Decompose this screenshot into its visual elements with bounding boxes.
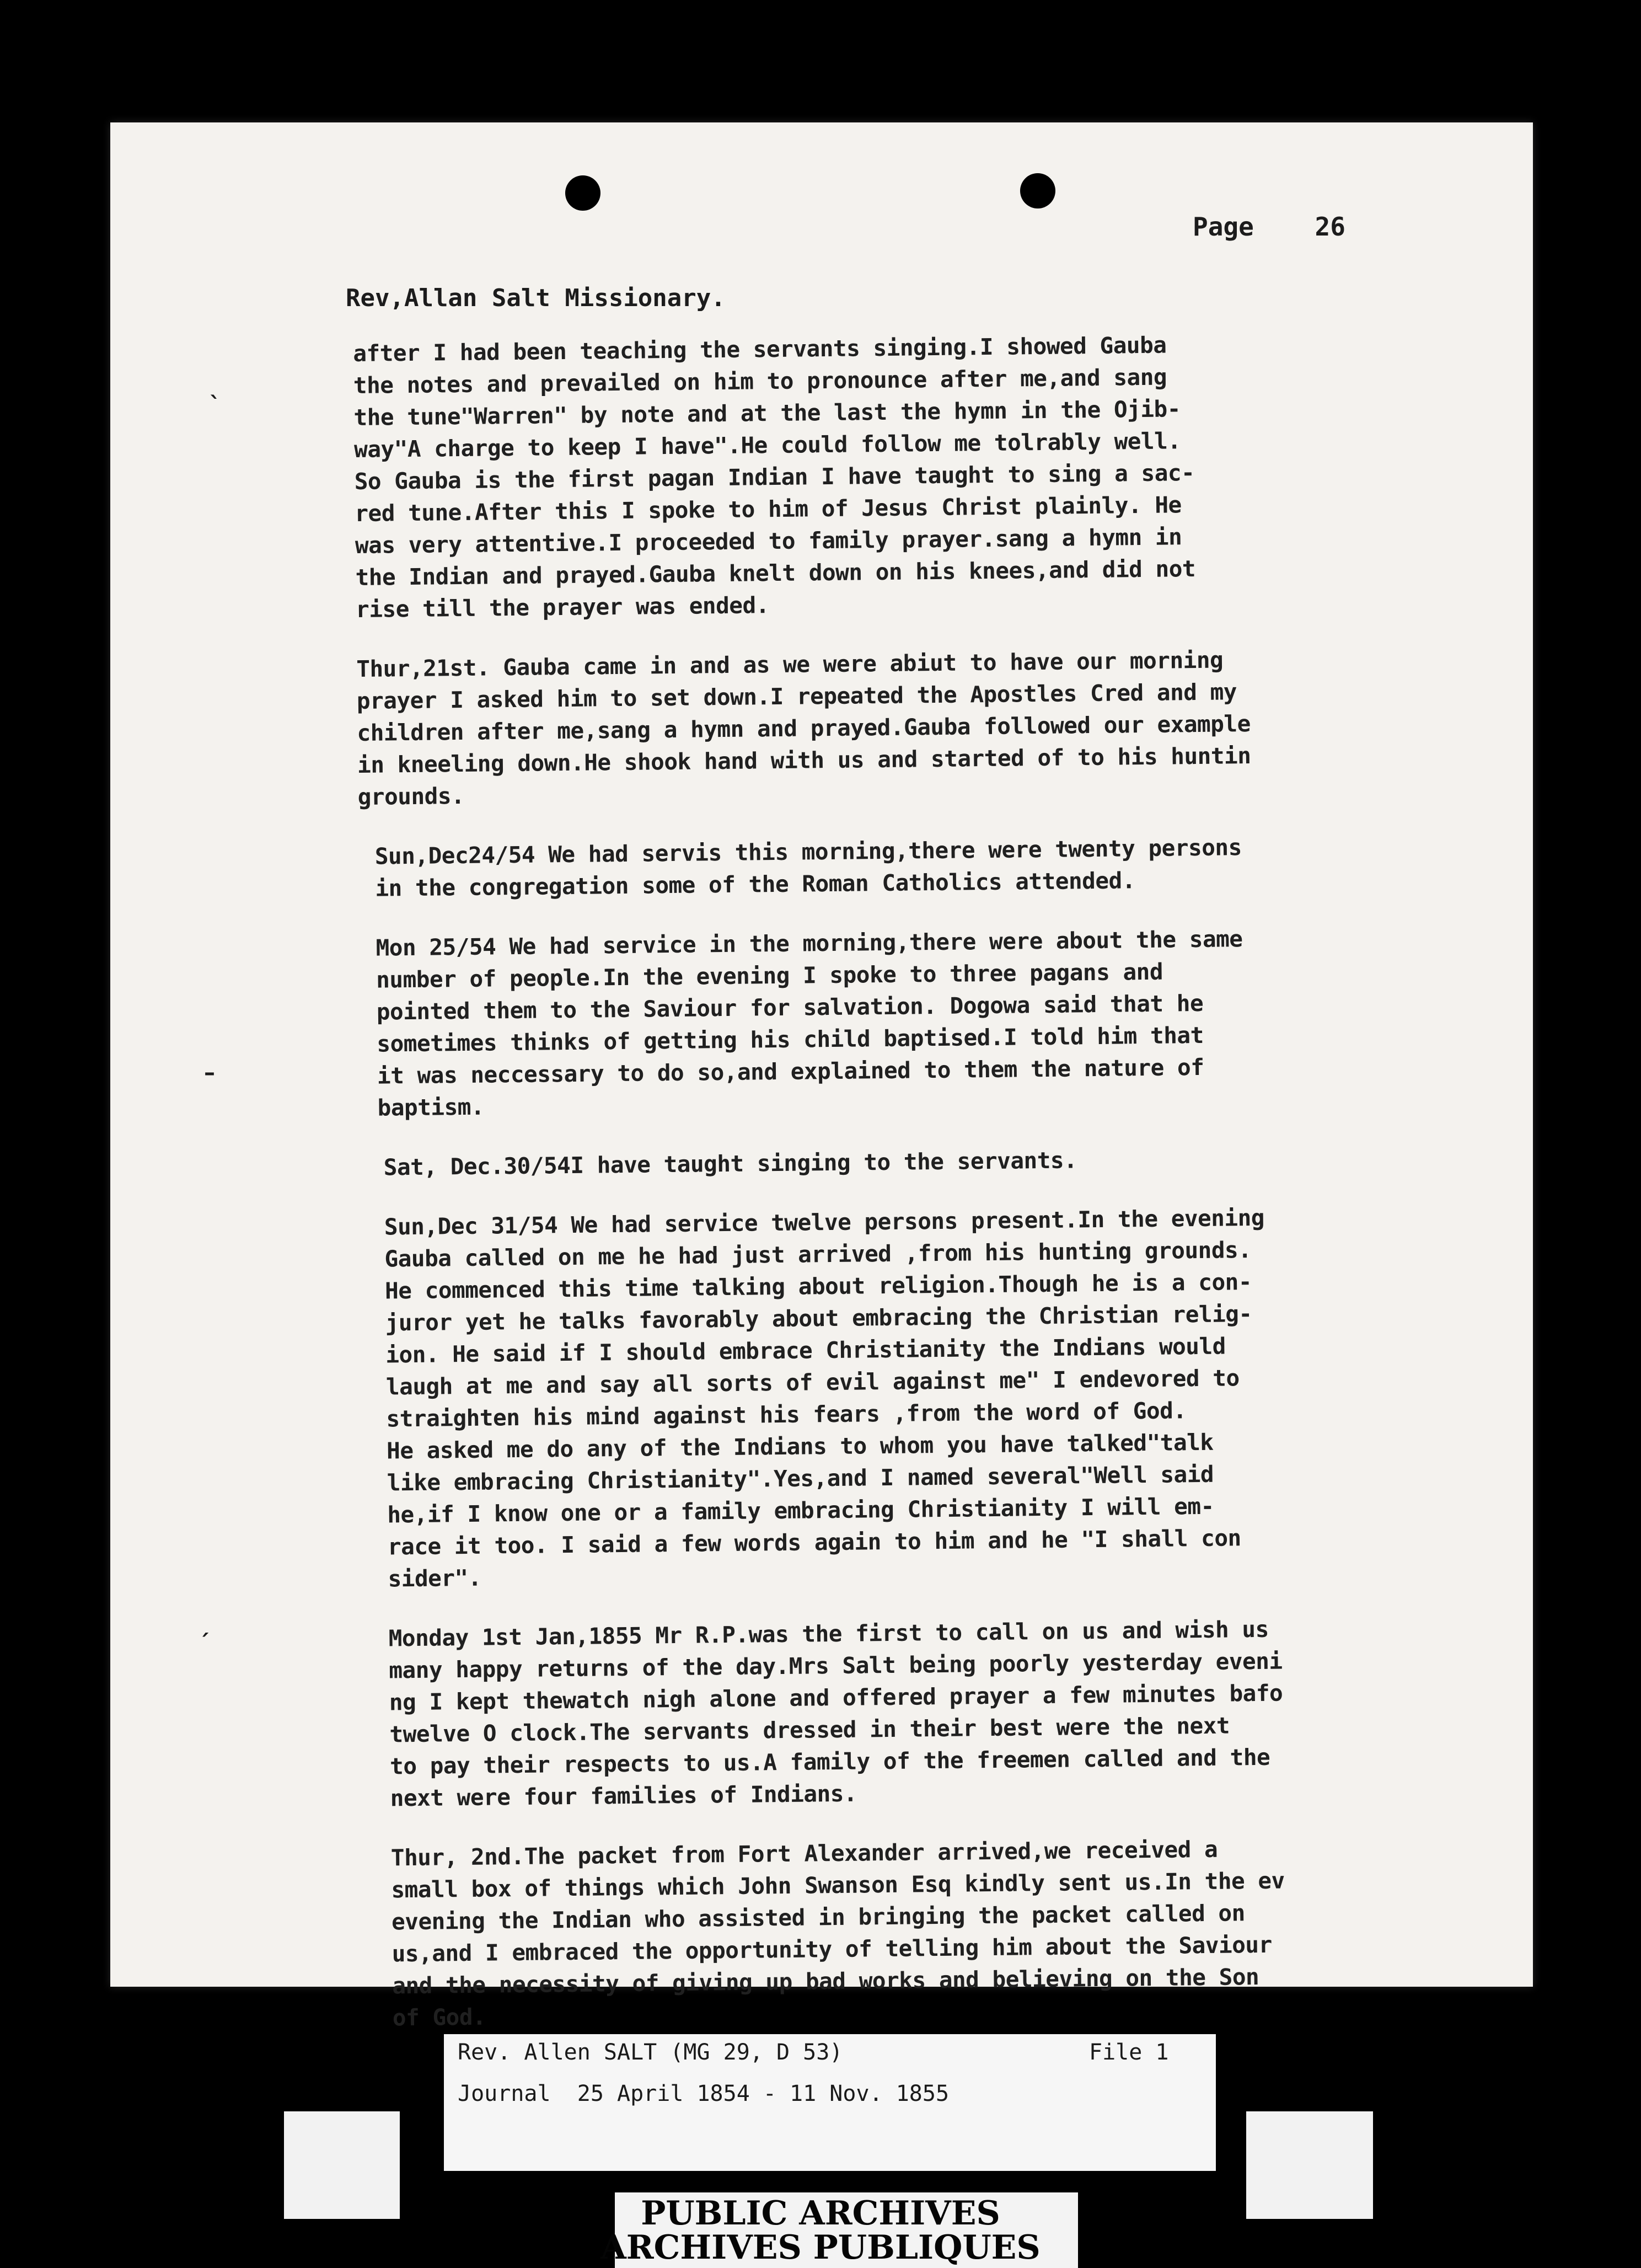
text-line: juror yet he talks favorably about embracing the Christian relig- <box>385 1301 1252 1336</box>
paragraph <box>384 1199 1513 1595</box>
text-line: in the congregation some of the Roman Catholics attended. <box>375 867 1136 902</box>
paragraph <box>353 325 1503 625</box>
text-line: children after me,sang a hymn and prayed.Gauba followed our example <box>357 710 1251 746</box>
text-line: next were four families of Indians. <box>390 1780 857 1812</box>
text-line: the notes and prevailed on him to pronounce after me,and sang <box>353 363 1167 399</box>
text-line: evening the Indian who assisted in bringing the packet called on <box>391 1900 1246 1935</box>
archive-label <box>444 2034 1216 2171</box>
text-line: sometimes thinks of getting his child baptised.I told him that <box>377 1021 1204 1057</box>
text-line: Sun,Dec24/54 We had servis this morning,there were twenty persons <box>374 834 1242 870</box>
text-line: rise till the prayer was ended. <box>355 592 770 623</box>
text-line: us,and I embraced the opportunity of telling him about the Saviour <box>392 1931 1273 1967</box>
paragraph <box>391 1830 1518 2034</box>
text-line: prayer I asked him to set down.I repeated the Apostles Cred and my <box>356 678 1237 714</box>
page-header: Rev,Allan Salt Missionary. <box>346 284 726 312</box>
text-line: and the necessity of giving up bad works and believing on the Son <box>392 1963 1259 1999</box>
text-line: after I had been teaching the servants singing.I showed Gauba <box>353 331 1167 367</box>
text-line: like embracing Christianity".Yes,and I named several"Well said <box>387 1461 1214 1496</box>
text-line: small box of things which John Swanson Esq kindly sent us.In the ev <box>391 1867 1285 1903</box>
archives-stamp-english: PUBLIC ARCHIVES <box>641 2194 1000 2233</box>
paragraph <box>375 828 1506 904</box>
text-line: the Indian and prayed.Gauba knelt down on his knees,and did not <box>355 555 1196 591</box>
text-line: Monday 1st Jan,1855 Mr R.P.was the first to call on us and wish us <box>388 1616 1269 1652</box>
margin-tick-mark: ˏ <box>199 1612 210 1637</box>
text-line: He asked me do any of the Indians to whom you have talked"talk <box>386 1429 1214 1464</box>
text-line: of God. <box>392 2003 486 2031</box>
margin-tick-mark: ˋ <box>210 393 221 418</box>
paragraph <box>383 1140 1508 1183</box>
archive-label-file: File 1 <box>1089 2040 1169 2065</box>
text-line: sider". <box>388 1564 482 1592</box>
text-line: ng I kept thewatch nigh alone and offered prayer a few minutes bafo <box>389 1679 1283 1716</box>
text-line: way"A charge to keep I have".He could follow me tolrably well. <box>353 427 1181 463</box>
text-line: the tune"Warren" by note and at the last the hymn in the Ojib- <box>353 395 1181 431</box>
text-line: Thur,21st. Gauba came in and as we were abiut to have our morning <box>356 646 1224 682</box>
journal-body <box>353 325 1518 2062</box>
text-line: number of people.In the evening I spoke to three pagans and <box>376 958 1163 993</box>
text-line: straighten his mind against his fears ,from the word of God. <box>386 1397 1187 1432</box>
text-line: to pay their respects to us.A family of the freemen called and the <box>389 1743 1270 1780</box>
paragraph <box>388 1611 1515 1814</box>
text-line: grounds. <box>357 782 465 810</box>
text-line: Thur, 2nd.The packet from Fort Alexander arrived,we received a <box>390 1836 1218 1871</box>
text-line: laugh at me and say all sorts of evil against me" I endevored to <box>385 1365 1240 1400</box>
text-line: many happy returns of the day.Mrs Salt being poorly yesterday eveni <box>389 1647 1283 1684</box>
text-line: So Gauba is the first pagan Indian I have taught to sing a sac- <box>354 459 1195 495</box>
archives-stamp-french: ARCHIVES PUBLIQUES <box>600 2228 1041 2267</box>
margin-tick-mark: – <box>204 1060 215 1085</box>
punch-hole <box>565 175 600 211</box>
text-line: baptism. <box>377 1093 485 1121</box>
text-line: was very attentive.I proceeded to family prayer.sang a hymn in <box>355 523 1182 559</box>
text-line: in kneeling down.He shook hand with us and started of to his huntin <box>357 742 1251 778</box>
archive-label-title: Rev. Allen SALT (MG 29, D 53) <box>458 2040 843 2065</box>
text-line: ion. He said if I should embrace Christianity the Indians would <box>385 1333 1226 1368</box>
page-number: Page 26 <box>1193 212 1345 242</box>
text-line: he,if I know one or a family embracing Christianity I will em- <box>387 1493 1214 1528</box>
text-line: red tune.After this I spoke to him of Jesus Christ plainly. He <box>355 491 1182 527</box>
journal-page <box>110 122 1533 2031</box>
paragraph <box>376 920 1508 1124</box>
archive-label-dates: Journal 25 April 1854 - 11 Nov. 1855 <box>458 2081 950 2106</box>
text-line: He commenced this time talking about religion.Though he is a con- <box>384 1269 1252 1304</box>
text-line: pointed them to the Saviour for salvation. Dogowa said that he <box>376 989 1204 1025</box>
text-line: Sat, Dec.30/54I have taught singing to the servants. <box>383 1147 1077 1181</box>
punch-hole <box>1020 173 1055 208</box>
text-line: Sun,Dec 31/54 We had service twelve persons present.In the evening <box>384 1204 1265 1240</box>
text-line: twelve O clock.The servants dressed in their best were the next <box>389 1712 1230 1748</box>
text-line: Gauba called on me he had just arrived ,from his hunting grounds. <box>384 1237 1252 1272</box>
paragraph <box>356 641 1505 813</box>
text-line: Mon 25/54 We had service in the morning,there were about the same <box>376 926 1243 961</box>
text-line: it was neccessary to do so,and explained to them the nature of <box>377 1053 1204 1089</box>
text-line: race it too. I said a few words again to him and he "I shall con <box>387 1525 1241 1560</box>
